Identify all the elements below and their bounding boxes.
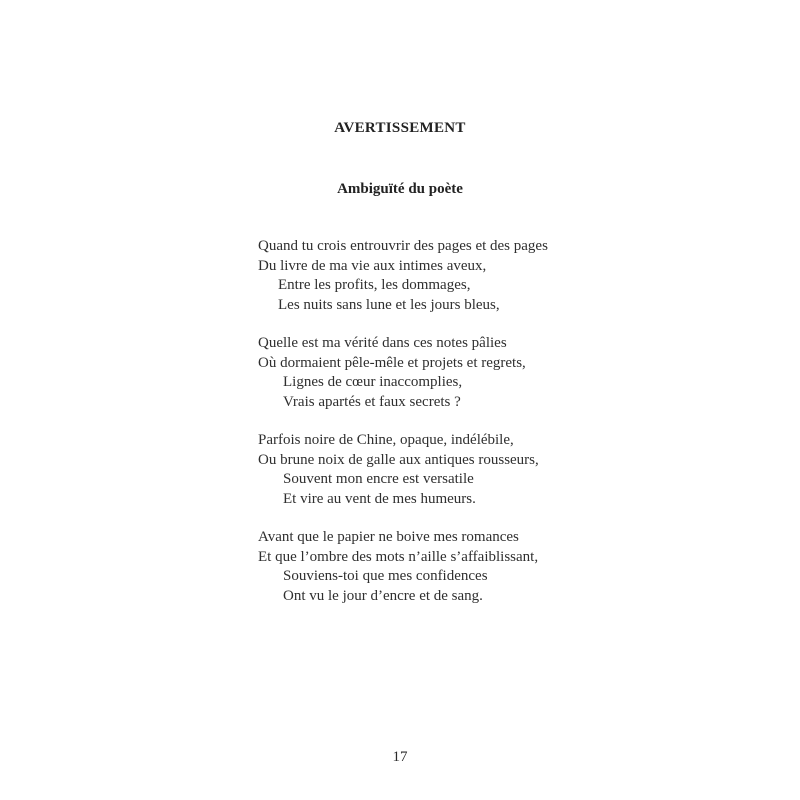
poem-line: Ont vu le jour d’encre et de sang.	[283, 587, 483, 604]
poem-line: Vrais apartés et faux secrets ?	[283, 393, 461, 410]
poem-line: Lignes de cœur inaccomplies,	[283, 374, 463, 390]
stanza-1	[258, 237, 678, 315]
poem-line: Souvent mon encre est versatile	[283, 471, 474, 487]
poem-line: Avant que le papier ne boive mes romances	[258, 529, 519, 545]
stanza-2	[258, 334, 678, 412]
poem-line: Et que l’ombre des mots n’aille s’affaiblissant,	[258, 548, 539, 565]
poem-line: Les nuits sans lune et les jours bleus,	[278, 296, 500, 313]
poem-title: Ambiguïté du poète	[337, 181, 463, 197]
poem-line: Du livre de ma vie aux intimes aveux,	[258, 257, 487, 274]
poem-line: Où dormaient pêle-mêle et projets et regrets,	[258, 354, 526, 371]
poem-line: Quand tu crois entrouvrir des pages et des pages	[258, 238, 548, 254]
stanza-3	[258, 431, 678, 509]
poem-line: Ou brune noix de galle aux antiques rousseurs,	[258, 451, 539, 468]
poem-line: Entre les profits, les dommages,	[278, 277, 471, 293]
page-number: 17	[392, 749, 408, 765]
poem-line: Et vire au vent de mes humeurs.	[283, 490, 476, 507]
stanza-4	[258, 528, 678, 606]
poem-line: Quelle est ma vérité dans ces notes pâlies	[258, 335, 507, 351]
poem-body	[258, 237, 678, 625]
section-title: AVERTISSEMENT	[334, 120, 466, 136]
poem-line: Parfois noire de Chine, opaque, indélébile,	[258, 432, 514, 448]
poem-line: Souviens-toi que mes confidences	[283, 568, 488, 584]
